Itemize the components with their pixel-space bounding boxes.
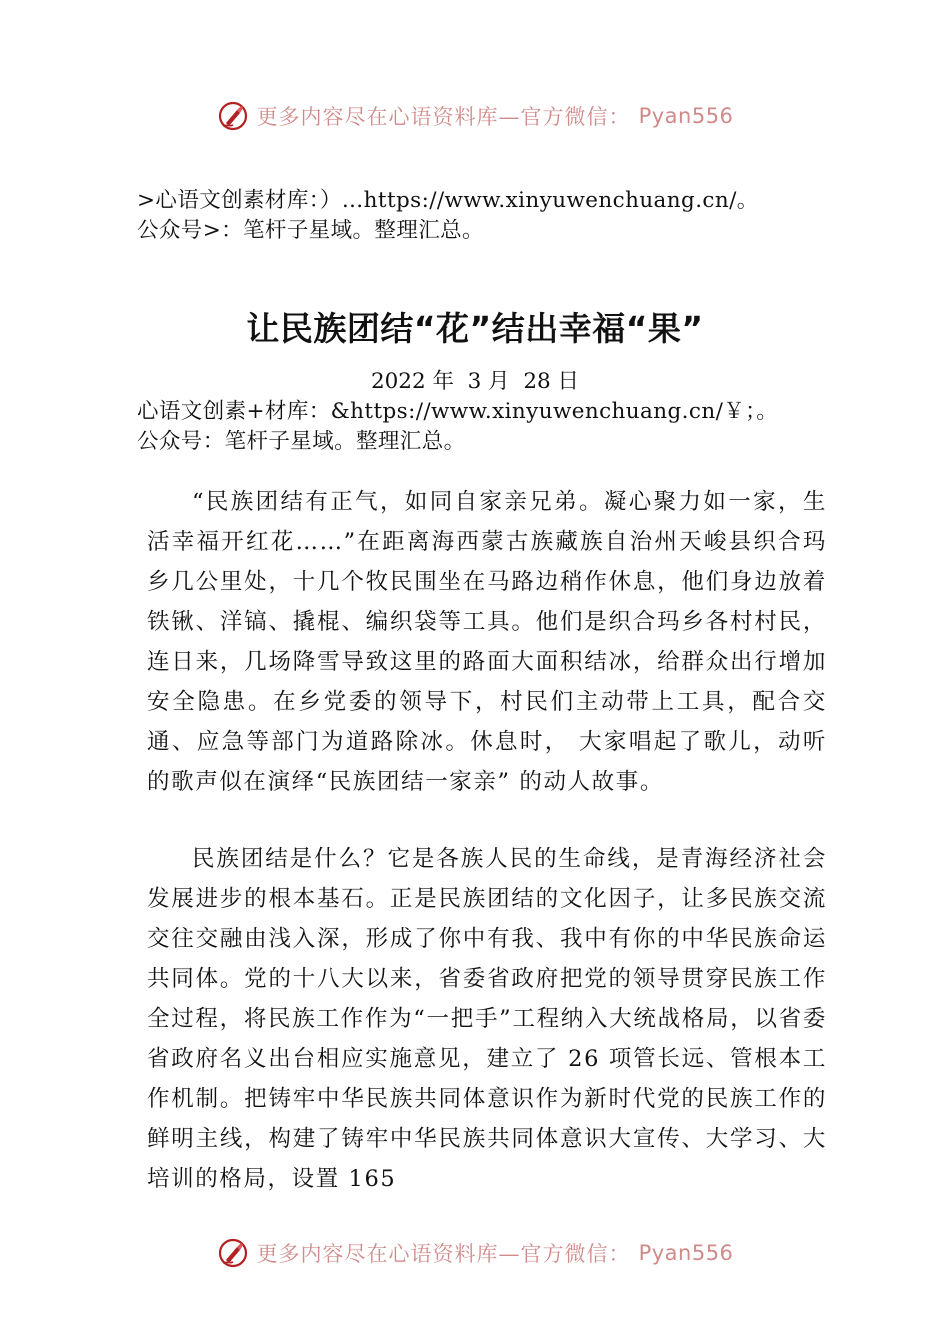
source-line-top-2: 公众号>：笔杆子星域。整理汇总。 xyxy=(137,218,484,243)
header-watermark xyxy=(0,96,950,136)
article-date: 2022 年 3 月 28 日 xyxy=(370,369,580,394)
watermark-text: 更多内容尽在心语资料库—官方微信： xyxy=(256,1242,631,1266)
pen-logo-icon xyxy=(217,1237,249,1269)
article-title: 让民族团结“花”结出幸福“果” xyxy=(246,309,704,348)
watermark-wechat-id: Pyan556 xyxy=(638,104,734,128)
article-source-line-1: 心语文创素+材库：&https://www.xinyuwenchuang.cn/￥；。 xyxy=(137,399,779,424)
watermark-wechat-id: Pyan556 xyxy=(638,1241,734,1265)
article-paragraph-1: “民族团结有正气，如同自家亲兄弟。凝心聚力如一家，生活幸福开红花……”在距离海西蒙古族藏族自治州天峻县织合玛乡几公里处，十几个牧民围坐在马路边稍作休息，他们身边放着铁锹、洋镐、撬棍、编织袋等工具。他们是织合玛乡各村村民，连日来，几场降雪导致这里的路面大面积结冰，给群众出行增加安全隐患。在乡党委的领导下，村民们主动带上工具，配合交通、应急等部门为道路除冰。休息时， 大家唱起了歌儿，动听的歌声似在演绎“民族团结一家亲” 的动人故事。 xyxy=(147,489,827,795)
watermark-text: 更多内容尽在心语资料库—官方微信： xyxy=(256,105,631,129)
article-paragraph-2: 民族团结是什么？它是各族人民的生命线，是青海经济社会发展进步的根本基石。正是民族团结的文化因子，让多民族交流交往交融由浅入深，形成了你中有我、我中有你的中华民族命运共同体。党的十八大以来，省委省政府把党的领导贯穿民族工作全过程，将民族工作作为“一把手”工程纳入大统战格局，以省委省政府名义出台相应实施意见，建立了 26 项管长远、管根本工作机制。把铸牢中华民族共同体意识作为新时代党的民族工作的鲜明主线，构建了铸牢中华民族共同体意识大宣传、大学习、大培训的格局，设置 165 xyxy=(147,846,827,1192)
article-source-line-2: 公众号：笔杆子星域。整理汇总。 xyxy=(137,429,466,454)
pen-logo-icon xyxy=(217,100,249,132)
source-line-top-1: >心语文创素材库：）…https://www.xinyuwenchuang.cn/。 xyxy=(137,188,759,213)
footer-watermark xyxy=(0,1233,950,1273)
